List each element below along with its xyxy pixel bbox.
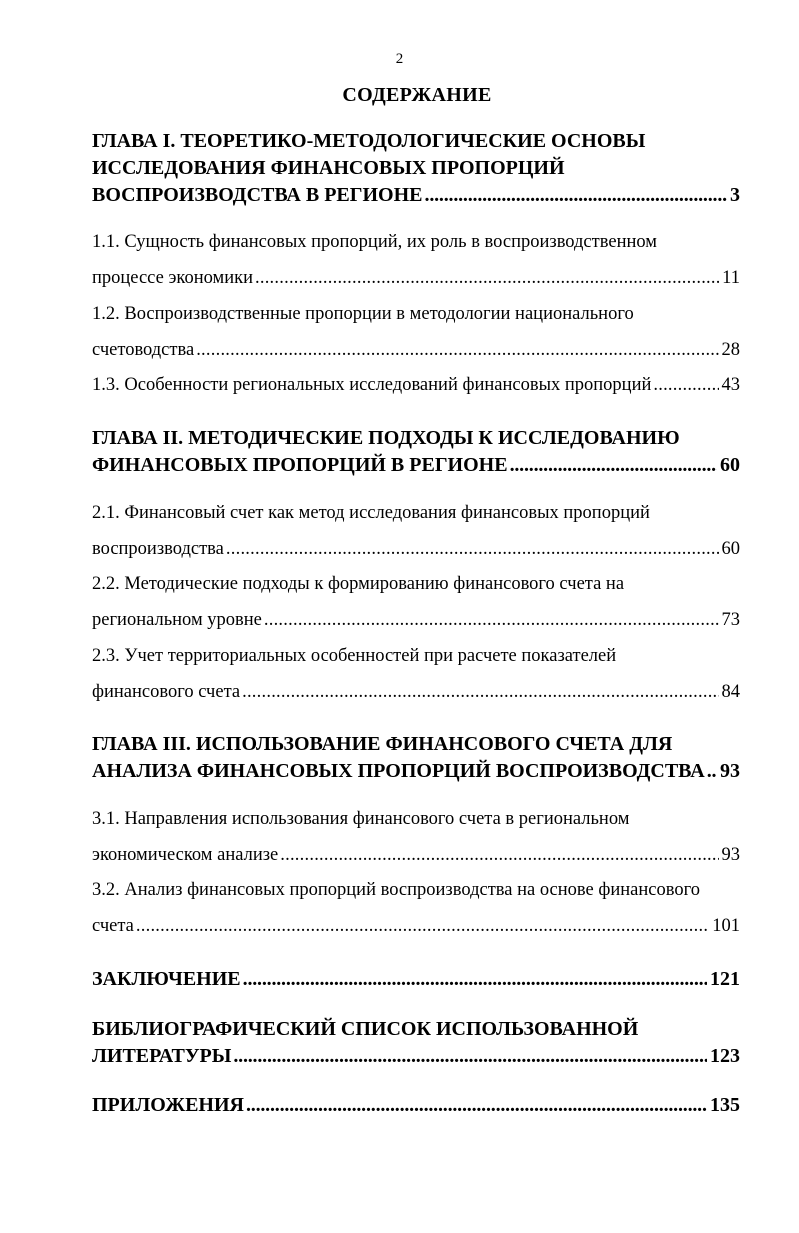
section-2-3-title-end: финансового счета [92, 682, 241, 702]
section-1-3-leader-line [92, 367, 740, 403]
section-2-2-title: 2.2. Методические подходы к формированию финансового счета на [92, 574, 625, 594]
section-2-3-title: 2.3. Учет территориальных особенностей при расчете показателей [92, 646, 617, 666]
dot-leader [226, 531, 719, 567]
chapter-1-page: 3 [730, 184, 740, 206]
toc-chapter-1 [92, 128, 740, 209]
toc-conclusion [92, 966, 740, 993]
dot-leader [653, 367, 718, 403]
section-2-3-page: 84 [721, 682, 740, 702]
section-2-2-title-end: региональном уровне [92, 610, 262, 630]
dot-leader [264, 602, 719, 638]
dot-leader [425, 182, 727, 209]
dot-leader [246, 1092, 707, 1119]
toc-section-2-2 [92, 566, 740, 638]
dot-leader [255, 260, 719, 296]
section-2-1-leader-line [92, 531, 740, 567]
chapter-1-title-line-2: ИССЛЕДОВАНИЯ ФИНАНСОВЫХ ПРОПОРЦИЙ [92, 157, 565, 179]
conclusion-page: 121 [710, 968, 740, 990]
chapter-2-title-line-2: ФИНАНСОВЫХ ПРОПОРЦИЙ В РЕГИОНЕ [92, 454, 508, 476]
conclusion-leader-line [92, 966, 740, 993]
section-1-2-leader-line [92, 332, 740, 368]
chapter-1-title-line-1: ГЛАВА I. ТЕОРЕТИКО-МЕТОДОЛОГИЧЕСКИЕ ОСНОВЫ [92, 130, 646, 152]
section-2-1-title: 2.1. Финансовый счет как метод исследования финансовых пропорций [92, 503, 650, 523]
chapter-3-page: 93 [720, 760, 740, 782]
appendices-title: ПРИЛОЖЕНИЯ [92, 1094, 244, 1116]
chapter-1-leader-line [92, 182, 740, 209]
dot-leader [233, 1043, 707, 1070]
chapter-3-title-line-2: АНАЛИЗА ФИНАНСОВЫХ ПРОПОРЦИЙ ВОСПРОИЗВОДСТВА [92, 760, 705, 782]
section-1-2-page: 28 [721, 340, 740, 360]
section-3-2-leader-line [92, 908, 740, 944]
section-3-2-title: 3.2. Анализ финансовых пропорций воспроизводства на основе финансового [92, 880, 700, 900]
toc-section-2-1 [92, 495, 740, 567]
toc-section-3-2 [92, 872, 740, 944]
section-2-1-title-end: воспроизводства [92, 539, 224, 559]
toc-section-1-1 [92, 224, 740, 296]
toc-section-2-3 [92, 638, 740, 710]
dot-leader [136, 908, 709, 944]
section-1-3-title: 1.3. Особенности региональных исследований финансовых пропорций [92, 375, 652, 395]
toc-chapter-3 [92, 731, 740, 785]
section-2-2-leader-line [92, 602, 740, 638]
chapter-2-title-line-1: ГЛАВА II. МЕТОДИЧЕСКИЕ ПОДХОДЫ К ИССЛЕДОВАНИЮ [92, 427, 680, 449]
dot-leader [510, 452, 717, 479]
section-1-1-leader-line [92, 260, 740, 296]
chapter-2-page: 60 [720, 454, 740, 476]
section-3-1-page: 93 [721, 845, 740, 865]
appendices-page: 135 [710, 1094, 740, 1116]
section-2-3-leader-line [92, 674, 740, 710]
dot-leader [196, 332, 718, 368]
section-1-3-page: 43 [721, 375, 740, 395]
conclusion-title: ЗАКЛЮЧЕНИЕ [92, 968, 241, 990]
section-3-2-title-end: счета [92, 916, 134, 936]
section-1-1-title: 1.1. Сущность финансовых пропорций, их роль в воспроизводственном [92, 232, 657, 252]
section-3-1-title-end: экономическом анализе [92, 845, 279, 865]
toc-chapter-2 [92, 425, 740, 479]
section-2-2-page: 73 [721, 610, 740, 630]
bibliography-title-line-2: ЛИТЕРАТУРЫ [92, 1045, 232, 1067]
dot-leader [707, 758, 717, 785]
section-1-1-page: 11 [722, 268, 740, 288]
appendices-leader-line [92, 1092, 740, 1119]
chapter-3-title-line-1: ГЛАВА III. ИСПОЛЬЗОВАНИЕ ФИНАНСОВОГО СЧЕТА ДЛЯ [92, 733, 673, 755]
bibliography-leader-line [92, 1043, 740, 1070]
dot-leader [280, 837, 718, 873]
chapter-2-leader-line [92, 452, 740, 479]
page-number: 2 [395, 51, 404, 67]
dot-leader [243, 966, 707, 993]
dot-leader [242, 674, 718, 710]
section-1-1-title-end: процессе экономики [92, 268, 253, 288]
section-3-1-title: 3.1. Направления использования финансового счета в региональном [92, 809, 630, 829]
toc-title: СОДЕРЖАНИЕ [342, 84, 492, 106]
toc-section-1-3 [92, 367, 740, 403]
chapter-1-title-line-3: ВОСПРОИЗВОДСТВА В РЕГИОНЕ [92, 184, 423, 206]
bibliography-page: 123 [710, 1045, 740, 1067]
section-3-2-page: 101 [712, 916, 740, 936]
toc-section-3-1 [92, 801, 740, 873]
bibliography-title-line-1: БИБЛИОГРАФИЧЕСКИЙ СПИСОК ИСПОЛЬЗОВАННОЙ [92, 1018, 639, 1040]
section-3-1-leader-line [92, 837, 740, 873]
toc-bibliography [92, 1016, 740, 1070]
section-1-2-title-end: счетоводства [92, 340, 195, 360]
toc-section-1-2 [92, 296, 740, 368]
section-2-1-page: 60 [721, 539, 740, 559]
section-1-2-title: 1.2. Воспроизводственные пропорции в методологии национального [92, 304, 634, 324]
toc-appendices [92, 1092, 740, 1119]
chapter-3-leader-line [92, 758, 740, 785]
